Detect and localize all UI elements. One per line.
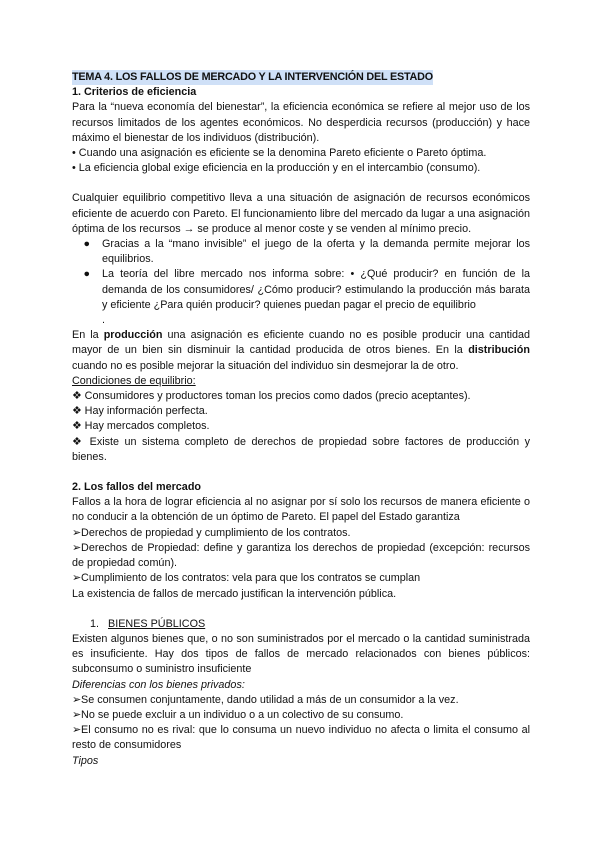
text-run: En la — [72, 329, 104, 342]
types-label: Tipos — [72, 754, 99, 767]
subsection-heading — [72, 617, 530, 632]
condition-item: ❖ Existe un sistema completo de derechos de propiedad sobre factores de producción y bienes. — [72, 435, 530, 463]
paragraph — [72, 328, 530, 374]
text-run: una asignación es eficiente cuando no es posible producir una cantidad mayor de un bien sin disminuir la cantidad producida de otros bienes. En la — [72, 329, 530, 357]
bullet-text-tail: . — [102, 314, 105, 327]
bullet-text-main: La teoría del libre mercado nos informa sobre: • ¿Qué producir? en función de la demanda de los consumidores/ ¿Cómo producir? estimulando la producción más barata y eficiente ¿Para quién producir? quienes puedan pagar el precio de equilibrio — [102, 268, 530, 311]
arrow-item: ➢El consumo no es rival: que lo consuma un nuevo individuo no afecta o limita el consumo al resto de consumidores — [72, 724, 530, 752]
arrow-item: ➢Derechos de propiedad y cumplimiento de los contratos. — [72, 526, 351, 539]
paragraph: La existencia de fallos de mercado justifican la intervención pública. — [72, 587, 397, 600]
bullet-dot: ● — [83, 238, 90, 251]
conditions-title: Condiciones de equilibrio: — [72, 374, 196, 387]
arrow-item: ➢Se consumen conjuntamente, dando utilidad a más de un consumidor a la vez. — [72, 693, 459, 706]
bullet-item — [72, 237, 530, 267]
arrow-item: ➢Derechos de Propiedad: define y garantiza los derechos de propiedad (excepción: recursos de propiedad común). — [72, 541, 530, 570]
text-run: cuando no es posible mejorar la situación del individuo sin desmejorar la de otro. — [72, 359, 459, 372]
bullet-dot: ● — [83, 268, 90, 281]
bullet-item — [72, 267, 530, 328]
bold-term: producción — [103, 329, 163, 342]
bold-term: distribución — [468, 344, 530, 357]
bullet-text: Gracias a la “mano invisible” el juego de la oferta y la demanda permite mejorar los equilibrios. — [102, 238, 530, 266]
document-page — [72, 70, 530, 769]
list-number: 1. — [90, 617, 100, 630]
subsection-title: BIENES PÚBLICOS — [108, 617, 206, 630]
condition-item: ❖ Hay información perfecta. — [72, 405, 208, 418]
document-title: TEMA 4. LOS FALLOS DE MERCADO Y LA INTERVENCIÓN DEL ESTADO — [72, 70, 433, 85]
paragraph: Existen algunos bienes que, o no son suministrados por el mercado o la cantidad suministrada es insuficiente. Hay dos tipos de fallos de mercado relacionados con bienes públicos: subconsumo o suministro insuficiente — [72, 632, 530, 676]
condition-item: ❖ Hay mercados completos. — [72, 420, 210, 433]
bullet-text — [102, 267, 530, 328]
bullet-item: • Cuando una asignación es eficiente se la denomina Pareto eficiente o Pareto óptima. — [72, 147, 487, 160]
section-heading-fallos: 2. Los fallos del mercado — [72, 481, 202, 494]
arrow-item: ➢Cumplimiento de los contratos: vela para que los contratos se cumplan — [72, 572, 421, 585]
condition-item: ❖ Consumidores y productores toman los precios como dados (precio aceptantes). — [72, 390, 471, 403]
paragraph: Para la “nueva economía del bienestar”, la eficiencia económica se refiere al mejor uso de los recursos limitados de los agentes económicos. No desperdicia recursos (producción) y hace máximo el bienestar de los individuos (distribución). — [72, 101, 530, 144]
paragraph: Fallos a la hora de lograr eficiencia al no asignar por sí solo los recursos de manera eficiente o no conducir a la obtención de un óptimo de Pareto. El papel del Estado garantiza — [72, 496, 530, 524]
bullet-item: • La eficiencia global exige eficiencia en la producción y en el intercambio (consumo). — [72, 162, 481, 175]
arrow-item: ➢No se puede excluir a un individuo o a un colectivo de su consumo. — [72, 708, 404, 721]
differences-title: Diferencias con los bienes privados: — [72, 678, 245, 691]
section-heading-criterios: 1. Criterios de eficiencia — [72, 86, 197, 99]
paragraph: Cualquier equilibrio competitivo lleva a una situación de asignación de recursos económicos eficiente de acuerdo con Pareto. El funcionamiento libre del mercado da lugar a una asignación óptima de los recursos → se produce al menor coste y se venden al mínimo precio. — [72, 192, 530, 235]
